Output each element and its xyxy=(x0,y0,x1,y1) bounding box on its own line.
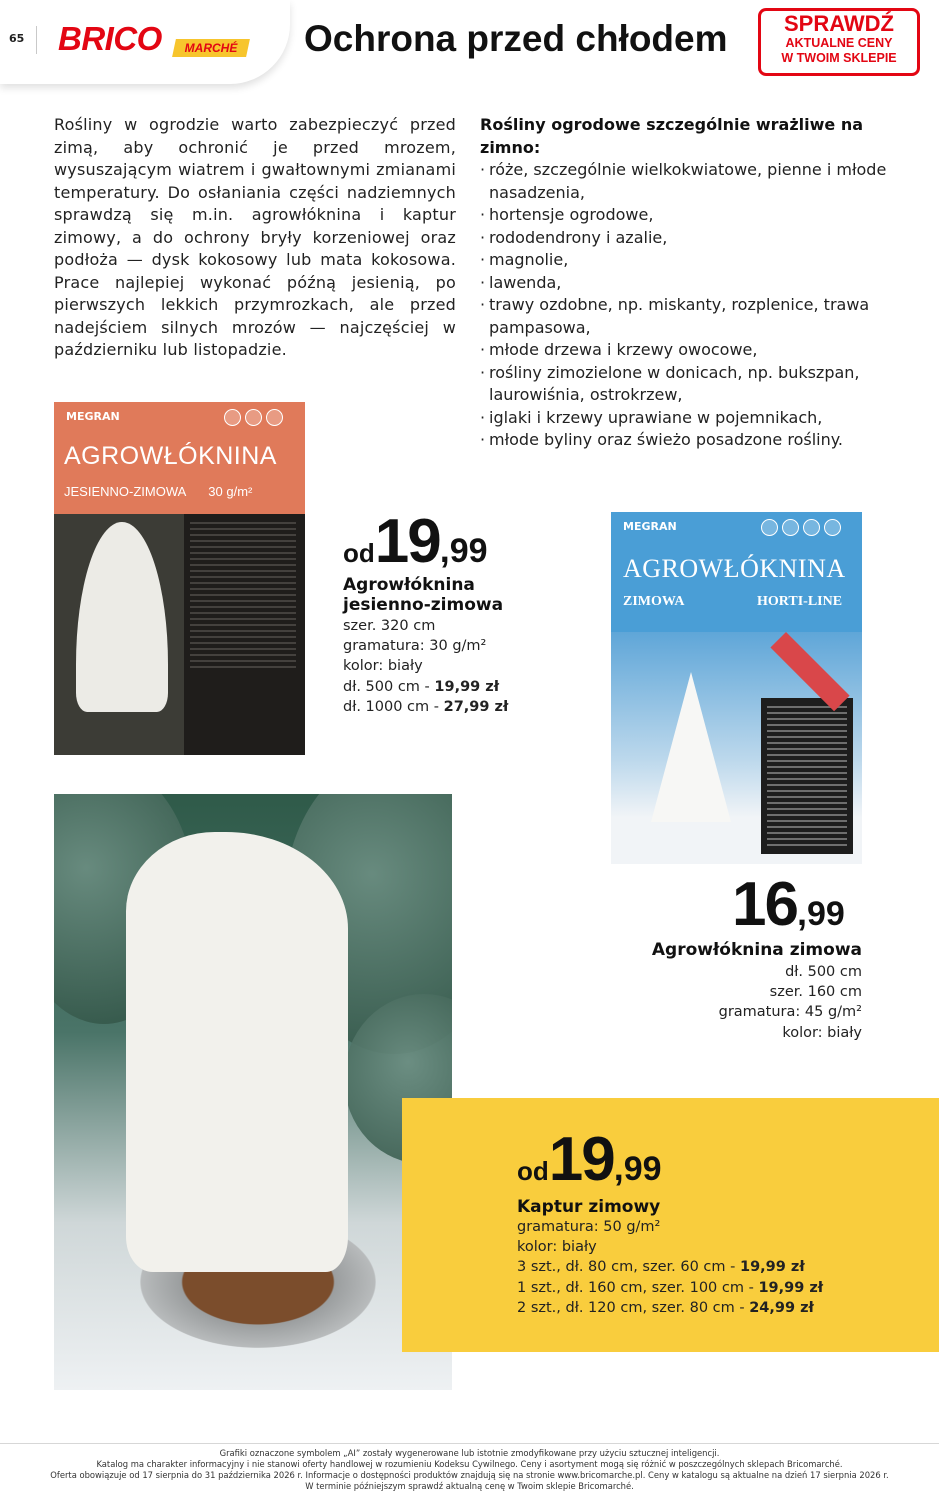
badge-icon xyxy=(803,519,820,536)
logo-marche-badge: MARCHÉ xyxy=(172,39,250,57)
list-item: · róże, szczególnie wielkokwiatowe, pienne i młode nasadzenia, xyxy=(480,159,920,204)
product-3-details: gramatura: 50 g/m² kolor: biały 3 szt., dł. 80 cm, szer. 60 cm - 19,99 zł 1 szt., dł. 160 cm, szer. 100 cm - 19,99 zł 2 szt., dł. 120 cm, szer. 80 cm - 24,99 zł xyxy=(517,1217,823,1318)
badge-icon xyxy=(224,409,241,426)
check-prices-line2: W TWOIM SKLEPIE xyxy=(781,51,897,65)
product-2-details: dł. 500 cm szer. 160 cm gramatura: 45 g/m² kolor: biały xyxy=(718,964,862,1041)
package-icons xyxy=(761,519,841,536)
package-description-block xyxy=(190,522,296,672)
package-line: HORTI-LINE xyxy=(757,594,843,609)
package-subtitle: ZIMOWA xyxy=(623,594,685,609)
price-product-1: od19,99 xyxy=(343,507,488,576)
package-subtitle: JESIENNO-ZIMOWA 30 g/m² xyxy=(64,484,253,499)
package-description-block xyxy=(761,698,853,854)
footer-disclaimer: Grafiki oznaczone symbolem „AI” zostały wygenerowane lub istotnie zmodyfikowane przy użyciu sztucznej inteligencji. Katalog ma charakter informacyjny i nie stanowi oferty handlowej w rozumieniu Kodeksu Cywilnego. Ceny i asortyment mogą się różnić w poszczególnych sklepach Bricomarché. Oferta obowiązuje od 17 sierpnia do 31 października 2026 r. Informacje o dostępności produktów znajdują się na stronie www.bricomarche.pl. Ceny w katalogu są aktualne na dzień 17 sierpnia 2026 r. W terminie późniejszym sprawdź aktualną cenę w Twoim sklepie Bricomarché. xyxy=(50,1448,889,1491)
product-2-name: Agrowłóknina zimowa xyxy=(651,940,862,960)
intro-paragraph: Rośliny w ogrodzie warto zabezpieczyć przed zimą, aby ochronić je przed mrozem, wysuszającym wiatrem i gwałtownymi zmianami temperatury. Do osłaniania części nadziemnych sprawdzą się m.in. agrowłóknina i kaptur zimowy, a do ochrony bryły korzeniowej oraz podłoża — dysk kokosowy lub mata kokosowa. Prace najlepiej wykonać późną jesienią, po pierwszych lekkich przymrozkach, ale przed nadejściem silnych mrozów — najczęściej w październiku lub listopadzie. xyxy=(54,115,456,359)
list-item: · iglaki i krzewy uprawiane w pojemnikach, xyxy=(480,407,920,430)
bricomarche-logo[interactable] xyxy=(58,20,258,62)
megran-logo: MEGRAN xyxy=(623,520,677,533)
badge-icon xyxy=(824,519,841,536)
variant-row: 3 szt., dł. 80 cm, szer. 60 cm - 19,99 zł xyxy=(517,1259,805,1276)
list-item: · rośliny zimozielone w donicach, np. bukszpan, laurowiśnia, ostrokrzew, xyxy=(480,362,920,407)
list-item: · magnolie, xyxy=(480,249,920,272)
variant-row: dł. 1000 cm - 27,99 zł xyxy=(343,698,509,715)
product-3-name: Kaptur zimowy xyxy=(517,1197,661,1217)
badge-icon xyxy=(761,519,778,536)
product-1-details: szer. 320 cm gramatura: 30 g/m² kolor: biały dł. 500 cm - 19,99 zł dł. 1000 cm - 27,99 zł xyxy=(343,616,508,717)
price-product-3: od19,99 xyxy=(517,1125,662,1194)
product-photo-kaptur-zimowy[interactable] xyxy=(54,794,452,1390)
package-icons xyxy=(224,409,283,426)
page-title: Ochrona przed chłodem xyxy=(304,18,728,59)
badge-icon xyxy=(245,409,262,426)
logo-brico-text: BRICO xyxy=(58,20,162,57)
footer-divider xyxy=(0,1443,939,1444)
sensitive-plants-list xyxy=(480,159,920,452)
variant-row: 2 szt., dł. 120 cm, szer. 80 cm - 24,99 zł xyxy=(517,1299,814,1316)
page-number: 65 xyxy=(9,32,25,45)
list-item: · trawy ozdobne, np. miskanty, rozplenice, trawa pampasowa, xyxy=(480,294,920,339)
megran-logo: MEGRAN xyxy=(66,410,120,423)
sensitive-plants-title: Rośliny ogrodowe szczególnie wrażliwe na zimno: xyxy=(480,115,864,157)
package-name: AGROWŁÓKNINA xyxy=(623,554,846,583)
divider xyxy=(36,26,37,54)
variant-row: 1 szt., dł. 160 cm, szer. 100 cm - 19,99 zł xyxy=(517,1279,824,1296)
list-item: · młode byliny oraz świeżo posadzone rośliny. xyxy=(480,429,920,452)
list-item: · lawenda, xyxy=(480,272,920,295)
product-image-agrowloknina-zimowa[interactable] xyxy=(611,512,862,864)
check-prices-main: SPRAWDŹ xyxy=(784,11,894,36)
variant-row: dł. 500 cm - 19,99 zł xyxy=(343,678,500,695)
check-prices-line1: AKTUALNE CENY xyxy=(785,36,893,50)
list-item: · hortensje ogrodowe, xyxy=(480,204,920,227)
badge-icon xyxy=(266,409,283,426)
check-prices-badge xyxy=(758,8,920,76)
winter-hood-illustration xyxy=(126,832,348,1272)
badge-icon xyxy=(782,519,799,536)
price-product-2: 16,99 xyxy=(732,870,845,939)
list-item: · rododendrony i azalie, xyxy=(480,227,920,250)
covered-plant-illustration xyxy=(651,672,731,822)
list-item: · młode drzewa i krzewy owocowe, xyxy=(480,339,920,362)
product-image-agrowloknina-jesienno-zimowa[interactable] xyxy=(54,402,305,755)
product-1-name: Agrowłóknina jesienno-zimowa xyxy=(343,575,504,615)
package-name: AGROWŁÓKNINA xyxy=(64,442,277,470)
